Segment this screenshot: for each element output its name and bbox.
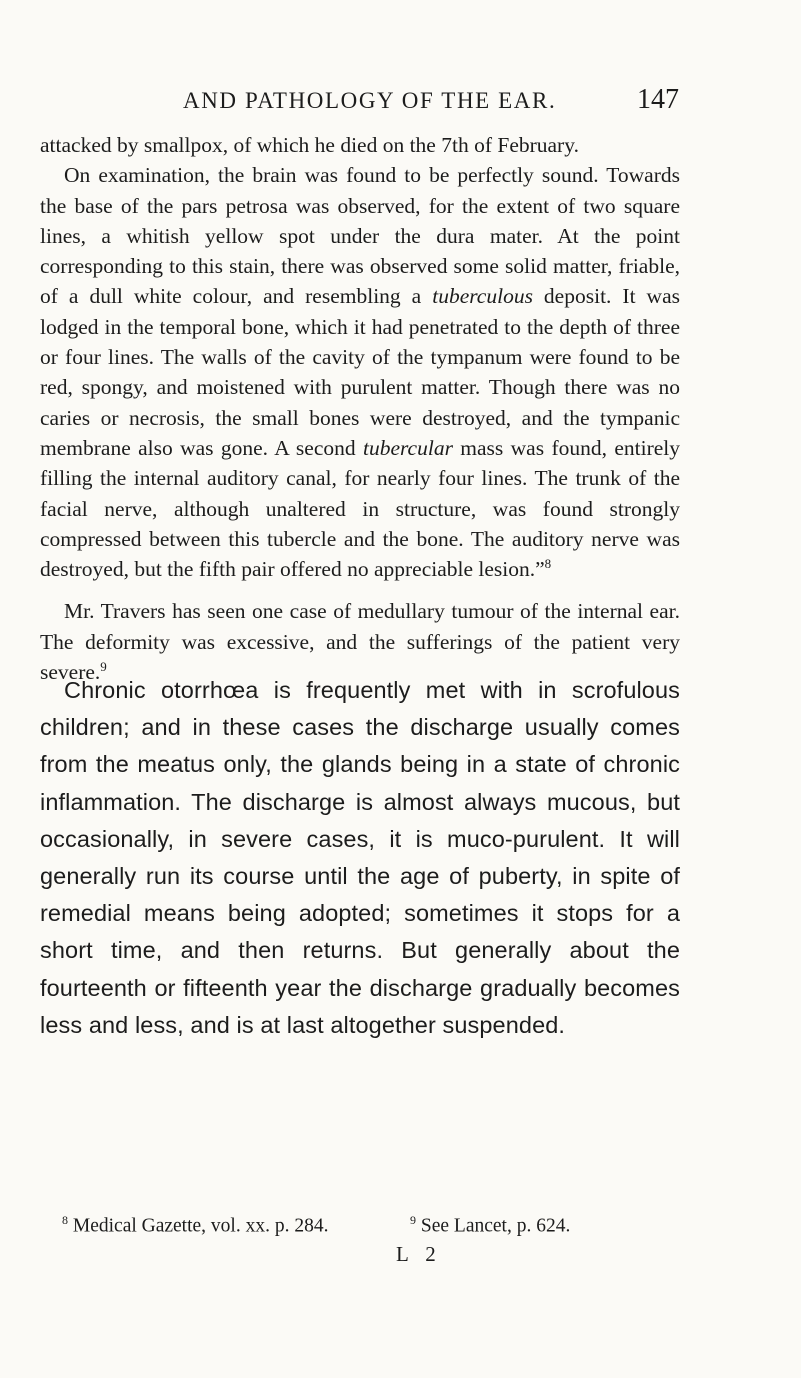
page-header <box>0 84 801 124</box>
footnote-8 <box>62 1213 328 1238</box>
paragraph-2-part-a: On examination, the brain was found to be perfectly sound. Towards the base of the pars petrosa was observed, for the extent of two square lines, a whitish yellow spot under the dura mater. At the point corresponding to this stain, there was observed some solid matter, friable, of a dull white colour, and resembling a <box>40 163 680 309</box>
footnote-8-mark: 8 <box>62 1213 68 1227</box>
running-head: AND PATHOLOGY OF THE EAR. <box>183 88 557 113</box>
large-type-section <box>40 672 680 1044</box>
footnote-9-text: See Lancet, p. 624. <box>420 1215 571 1237</box>
emphasis-tubercular: tubercular <box>362 435 453 460</box>
footnote-9-mark: 9 <box>410 1213 416 1227</box>
footnote-8-text: Medical Gazette, vol. xx. p. 284. <box>72 1215 329 1237</box>
signature-mark: L 2 <box>396 1242 442 1266</box>
body-text <box>40 130 680 687</box>
paragraph-2-part-e: mass was found, entirely filling the internal auditory canal, for nearly four lines. The trunk of the facial nerve, although unaltered in structure, was found strongly compressed between this tubercle and the bone. The auditory nerve was destroyed, but the fifth pair offered no appreciable lesion.” <box>40 435 680 582</box>
paragraph-otorrhoea: Chronic otorrhœa is frequently met with in scrofulous children; and in these cases the discharge usually comes from the meatus only, the glands being in a state of chronic inflammation. The discharge is almost always mucous, but occasionally, in severe cases, it is muco-purulent. It will generally run its course until the age of puberty, in spite of remedial means being adopted; sometimes it stops for a short time, and then returns. But generally about the fourteenth or fifteenth year the discharge gradually becomes less and less, and is at last altogether suspended. <box>40 677 680 1038</box>
footnote-ref-8: 8 <box>544 556 552 571</box>
paragraph-3-text: Mr. Travers has seen one case of medullary tumour of the internal ear. The deformity was excessive, and the sufferings of the patient very severe. <box>40 599 680 685</box>
paragraph-2 <box>40 160 680 584</box>
footnote-ref-9: 9 <box>100 658 107 674</box>
footnote-9 <box>410 1213 570 1238</box>
page-number: 147 <box>637 84 679 115</box>
emphasis-tuberculous: tuberculous <box>432 284 533 309</box>
paragraph-1: attacked by smallpox, of which he died on the 7th of February. <box>40 133 579 157</box>
paragraph-2-part-c: deposit. It was lodged in the temporal bone, which it had penetrated to the depth of three or four lines. The walls of the cavity of the tympanum were found to be red, spongy, and moistened with purulent matter. Though there was no caries or necrosis, the small bones were destroyed, and the tympanic membrane also was gone. A second <box>40 284 680 460</box>
